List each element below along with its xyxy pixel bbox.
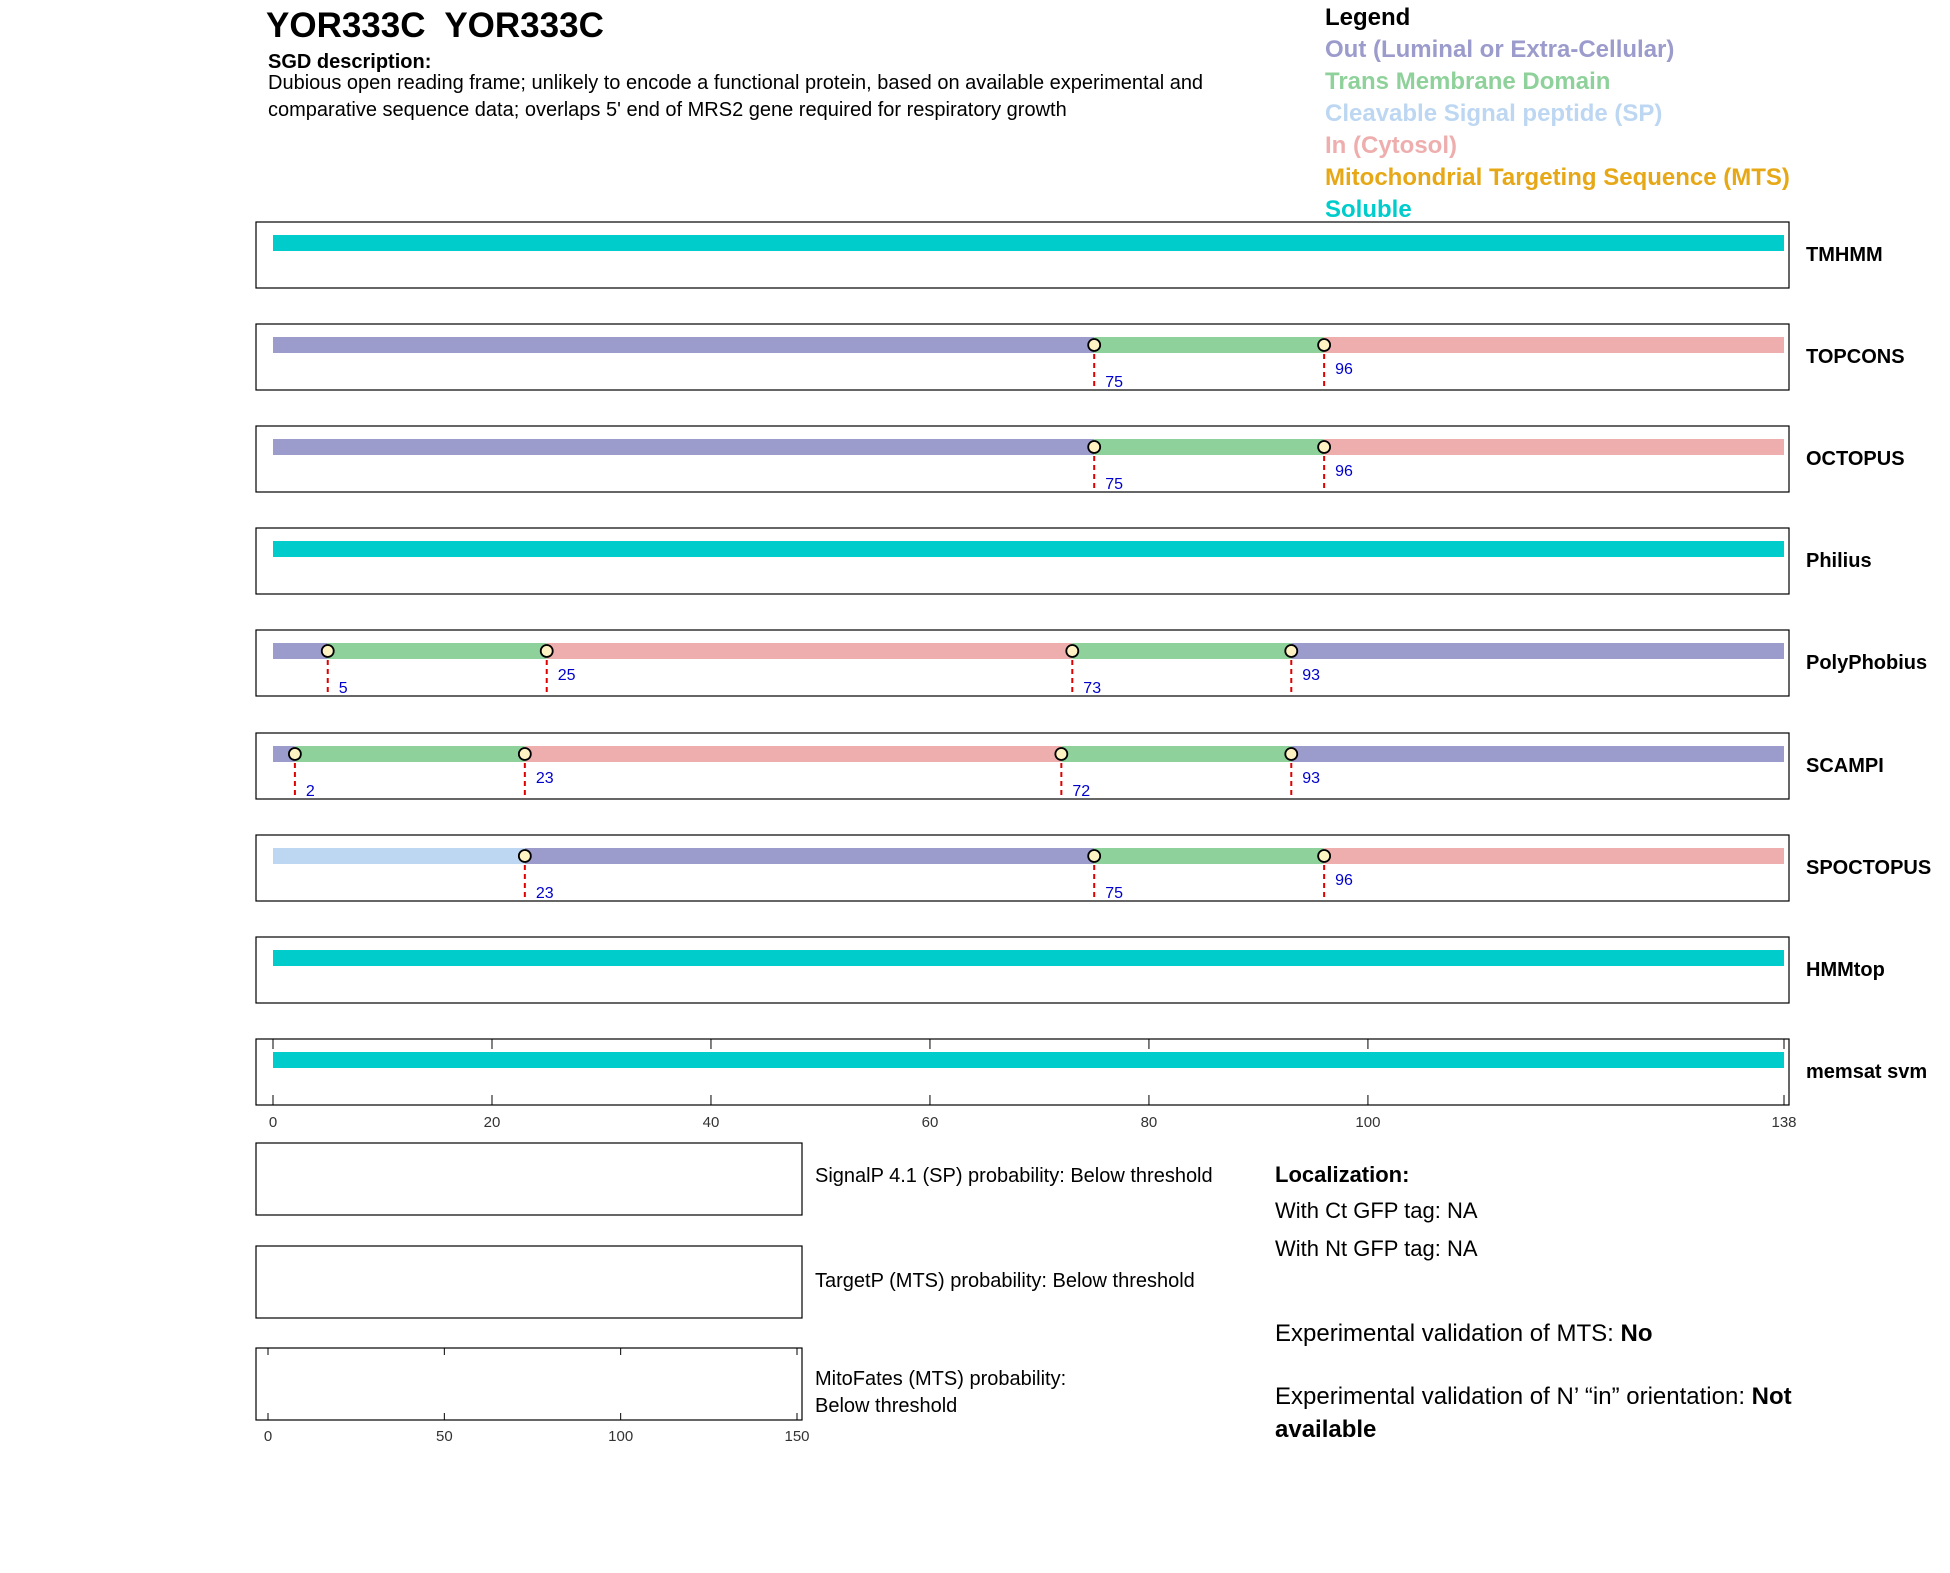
track-frame (256, 937, 1789, 1003)
track-frame (256, 1039, 1789, 1105)
legend-item-out: Out (Luminal or Extra-Cellular) (1325, 36, 1675, 63)
predictor-name: memsat svm (1806, 1061, 1928, 1083)
boundary-marker (1285, 748, 1297, 760)
track-frame (256, 426, 1789, 492)
predictor-name: HMMtop (1806, 959, 1885, 981)
predictor-name: Philius (1806, 550, 1872, 572)
nin-validation (1275, 1380, 1875, 1446)
predictor-track-topcons (256, 324, 1789, 390)
predictor-track-memsat-svm (256, 1039, 1789, 1105)
legend-item-mts: Mitochondrial Targeting Sequence (MTS) (1325, 164, 1790, 191)
boundary-marker (1055, 748, 1067, 760)
segment-tm (1094, 337, 1324, 353)
segment-tm (1061, 746, 1291, 762)
segment-in (525, 746, 1062, 762)
boundary-marker (1088, 339, 1100, 351)
legend-item-soluble: Soluble (1325, 196, 1412, 223)
segment-tm (1094, 848, 1324, 864)
boundary-label: 23 (535, 770, 554, 787)
legend-item-tm: Trans Membrane Domain (1325, 68, 1611, 95)
segment-soluble (273, 1052, 1784, 1068)
prob-tick-label: 0 (263, 1428, 273, 1445)
segment-soluble (273, 950, 1784, 966)
mts-validation-value: No (1620, 1320, 1653, 1347)
boundary-marker (519, 850, 531, 862)
boundary-marker (541, 645, 553, 657)
segment-sp (273, 848, 525, 864)
track-frame (256, 222, 1789, 288)
segment-tm (1094, 439, 1324, 455)
legend-item-in: In (Cytosol) (1325, 132, 1457, 159)
boundary-label: 96 (1335, 872, 1353, 889)
boundary-label: 2 (305, 783, 315, 800)
segment-out (273, 643, 328, 659)
boundary-marker (289, 748, 301, 760)
targetp-label: TargetP (MTS) probability: Below threshold (815, 1270, 1195, 1292)
boundary-marker (1066, 645, 1078, 657)
predictor-name: SCAMPI (1806, 755, 1884, 777)
boundary-label: 96 (1335, 361, 1353, 378)
track-frame (256, 630, 1789, 696)
legend-item-sp: Cleavable Signal peptide (SP) (1325, 100, 1663, 127)
mts-validation-label: Experimental validation of MTS: (1275, 1320, 1621, 1347)
track-frame (256, 528, 1789, 594)
page-title: YOR333C YOR333C (266, 6, 604, 45)
segment-in (1324, 848, 1784, 864)
segment-out (273, 439, 1094, 455)
mitofates-label: MitoFates (MTS) probability: Below threshold (815, 1368, 1067, 1417)
boundary-marker (519, 748, 531, 760)
track-frame (256, 324, 1789, 390)
boundary-marker (1285, 645, 1297, 657)
x-tick-label: 0 (268, 1114, 278, 1131)
boundary-label: 73 (1083, 680, 1102, 697)
prob-tick-label: 100 (608, 1428, 634, 1445)
segment-tm (1072, 643, 1291, 659)
segment-tm (295, 746, 525, 762)
segment-out (525, 848, 1094, 864)
segment-out (1291, 746, 1784, 762)
boundary-marker (1088, 850, 1100, 862)
boundary-label: 75 (1105, 374, 1123, 391)
boundary-label: 93 (1302, 667, 1321, 684)
boundary-marker (1088, 441, 1100, 453)
localization-nt-gfp: With Nt GFP tag: NA (1275, 1236, 1478, 1261)
boundary-marker (1318, 850, 1330, 862)
localization-ct-gfp: With Ct GFP tag: NA (1275, 1198, 1478, 1223)
x-tick-label: 80 (1140, 1114, 1158, 1131)
boundary-marker (322, 645, 334, 657)
boundary-label: 93 (1302, 770, 1321, 787)
signalp-label: SignalP 4.1 (SP) probability: Below threshold (815, 1165, 1213, 1187)
predictor-name: OCTOPUS (1806, 448, 1905, 470)
predictor-track-spoctopus (256, 835, 1789, 901)
predictor-track-hmmtop (256, 937, 1789, 1003)
boundary-label: 75 (1105, 476, 1123, 493)
prob-tick-label: 150 (784, 1428, 810, 1445)
predictor-track-polyphobius (256, 630, 1789, 696)
nin-validation-value: Not available (1275, 1383, 1792, 1443)
prob-tick-label: 50 (435, 1428, 453, 1445)
x-tick-label: 20 (483, 1114, 501, 1131)
boundary-label: 96 (1335, 463, 1353, 480)
localization-title: Localization: (1275, 1162, 1410, 1187)
predictor-track-philius (256, 528, 1789, 594)
segment-soluble (273, 541, 1784, 557)
x-tick-label: 100 (1355, 1114, 1381, 1131)
boundary-label: 5 (338, 680, 348, 697)
predictor-name: PolyPhobius (1806, 652, 1928, 674)
boundary-marker (1318, 441, 1330, 453)
boundary-label: 75 (1105, 885, 1123, 902)
predictor-track-octopus (256, 426, 1789, 492)
x-tick-label: 40 (702, 1114, 720, 1131)
predictor-name: SPOCTOPUS (1806, 857, 1932, 879)
probability-panel (256, 1348, 802, 1420)
predictor-name: TOPCONS (1806, 346, 1905, 368)
track-frame (256, 733, 1789, 799)
segment-in (547, 643, 1073, 659)
sgd-description-text: Dubious open reading frame; unlikely to encode a functional protein, based on available experimental and comparative sequence data; overlaps 5' end of MRS2 gene required for respiratory growth (268, 72, 1204, 121)
segment-out (1291, 643, 1784, 659)
boundary-label: 72 (1072, 783, 1091, 800)
sgd-description-label: SGD description: (268, 51, 432, 73)
probability-panel (256, 1143, 802, 1215)
segment-out (273, 337, 1094, 353)
predictor-track-tmhmm (256, 222, 1789, 288)
boundary-label: 25 (557, 667, 576, 684)
nin-validation-label: Experimental validation of N’ “in” orientation: (1275, 1383, 1752, 1410)
x-tick-label: 60 (921, 1114, 939, 1131)
boundary-marker (1318, 339, 1330, 351)
predictor-track-scampi (256, 733, 1789, 799)
segment-soluble (273, 235, 1784, 251)
segment-tm (328, 643, 547, 659)
x-tick-label: 138 (1771, 1114, 1797, 1131)
boundary-label: 23 (535, 885, 554, 902)
probability-panel (256, 1246, 802, 1318)
predictor-name: TMHMM (1806, 244, 1883, 266)
mts-validation (1275, 1320, 1652, 1348)
legend-title: Legend (1325, 4, 1411, 31)
segment-in (1324, 439, 1784, 455)
segment-in (1324, 337, 1784, 353)
track-frame (256, 835, 1789, 901)
